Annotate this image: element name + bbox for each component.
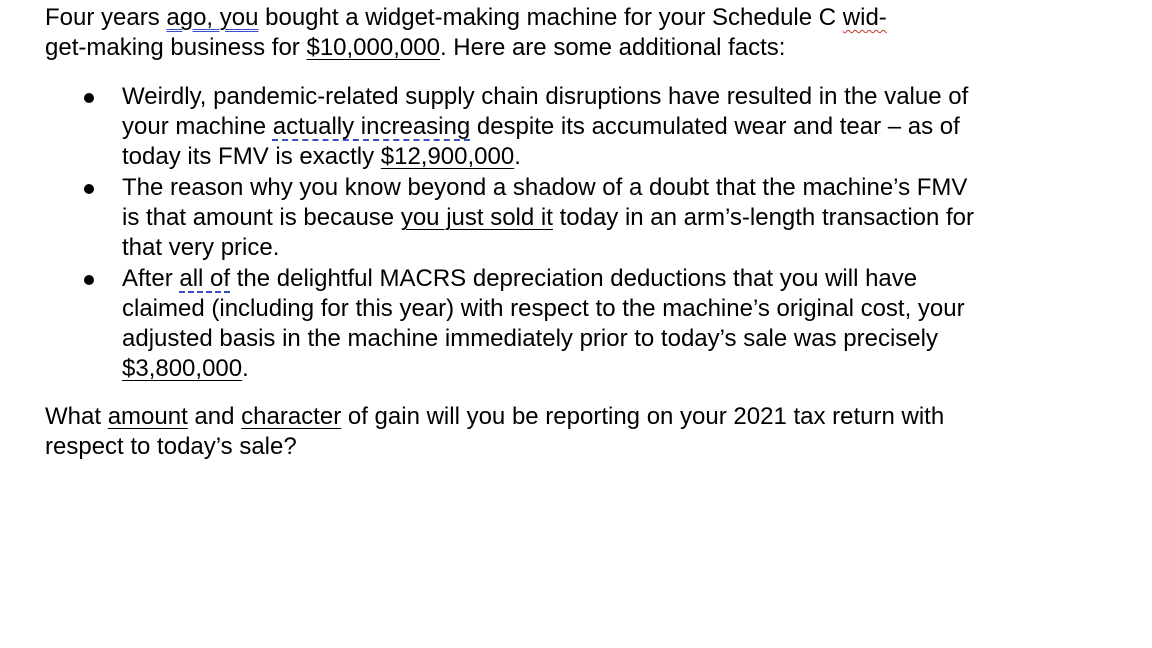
question-amount: amount — [107, 403, 188, 430]
intro-ago-you: ago, you — [166, 4, 259, 31]
fact-item-1 — [45, 82, 985, 172]
fact-2-text-1: The reason why you know beyond a shadow of a doubt that the machine’s FMV is that amount is because — [122, 174, 968, 231]
question-paragraph — [45, 402, 985, 462]
intro-text-4: . Here are some additional facts: — [439, 34, 786, 61]
intro-text-1: Four years — [45, 4, 167, 31]
fact-3-text-3: . — [242, 355, 249, 382]
fact-1-text-1: Weirdly, pandemic-related supply chain disruptions have resulted in the value of your machine — [122, 83, 969, 140]
fact-1-text-3: . — [514, 143, 521, 170]
question-character: character — [241, 403, 342, 430]
document-page — [45, 3, 985, 462]
fact-2-text-2: today in an arm’s-length transaction for that very price. — [122, 204, 975, 261]
fact-1-fmv: $12,900,000 — [380, 143, 515, 170]
fact-3-text-2: the delightful MACRS depreciation deductions that you will have claimed (including for this year) with respect to the machine’s original cost, your adjusted basis in the machine immediately prior to today’s sale was precisely — [122, 265, 965, 352]
fact-item-2 — [45, 173, 985, 263]
fact-3-basis: $3,800,000 — [122, 355, 243, 382]
fact-2-sold: you just sold it — [400, 204, 553, 231]
question-text-2: and — [187, 403, 242, 430]
intro-text-3: get-making business for — [45, 34, 307, 61]
bullet-icon — [84, 275, 94, 285]
fact-1-text-2: despite its accumulated wear and tear – as of today its FMV is exactly — [122, 113, 960, 170]
question-text-3: of gain will you be reporting on your 2021 tax return with respect to today’s sale? — [45, 403, 945, 460]
fact-3-text-1: After — [122, 265, 180, 292]
intro-cost: $10,000,000 — [306, 34, 440, 61]
intro-text-2: bought a widget-making machine for your Schedule C — [258, 4, 843, 31]
fact-3-all-of: all of — [179, 265, 231, 292]
fact-item-3 — [45, 264, 985, 384]
facts-list — [45, 82, 985, 384]
bullet-icon — [84, 93, 94, 103]
question-text-1: What — [45, 403, 108, 430]
intro-paragraph — [45, 3, 985, 63]
bullet-icon — [84, 184, 94, 194]
fact-1-actually-increasing: actually increasing — [272, 113, 471, 140]
intro-wid: wid- — [842, 4, 887, 31]
